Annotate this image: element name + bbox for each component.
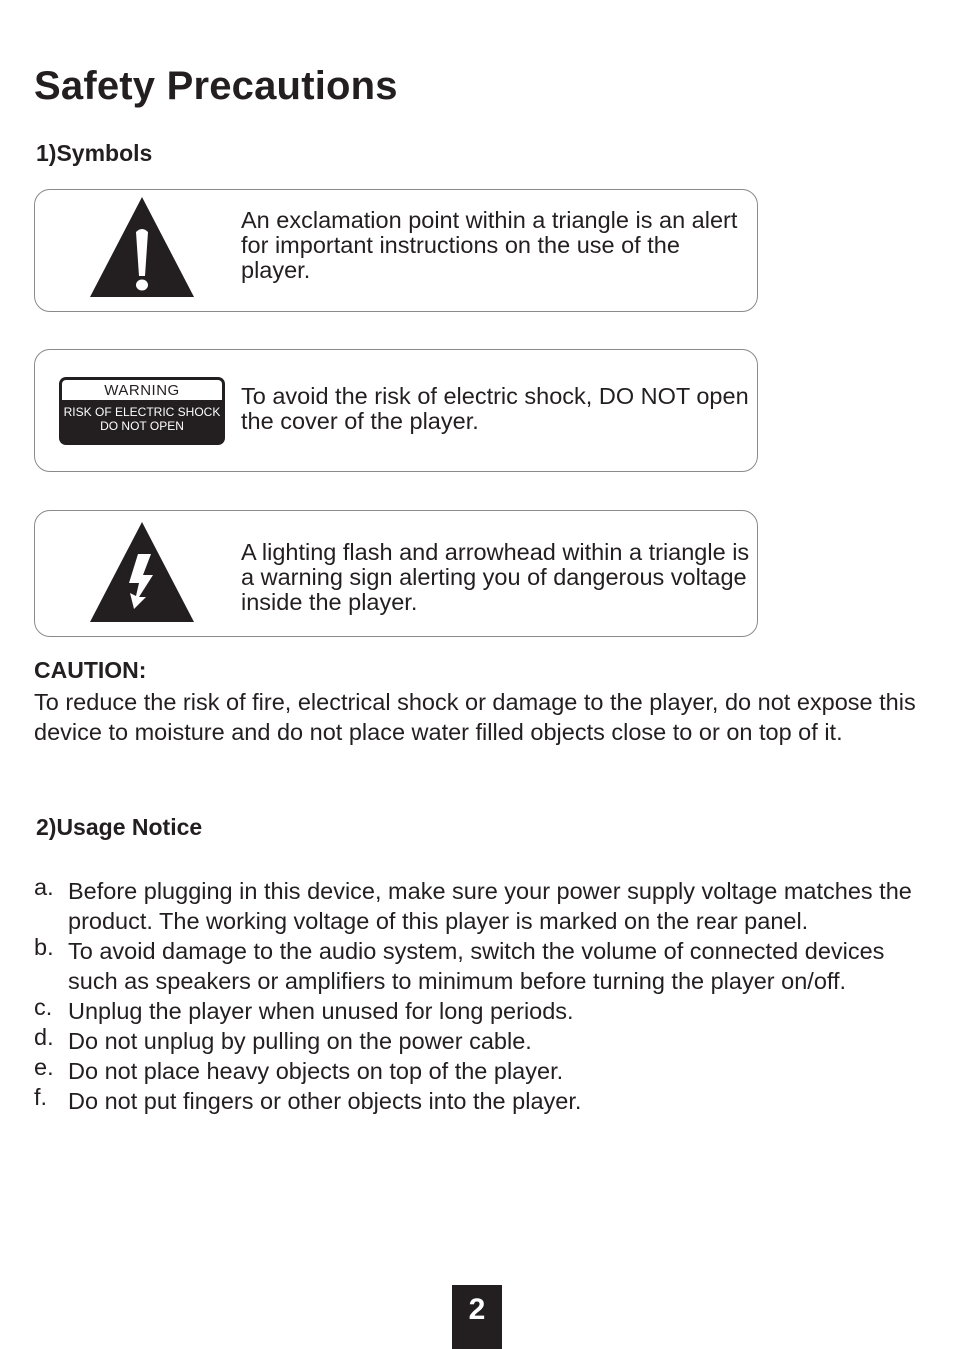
list-item-text: To avoid damage to the audio system, switch the volume of connected devices such as speakers or amplifiers to minimum before turning the player on/off.: [68, 938, 885, 994]
list-item: [34, 1056, 934, 1086]
exclamation-triangle-icon: [89, 196, 195, 298]
symbols-heading: 1)Symbols: [36, 140, 153, 166]
symbol-box-exclamation: [34, 189, 758, 312]
list-item-text: Do not put fingers or other objects into the player.: [68, 1088, 582, 1114]
list-item-text: Do not unplug by pulling on the power cable.: [68, 1028, 532, 1054]
list-item-letter: e.: [34, 1054, 54, 1080]
list-item-text: Before plugging in this device, make sure your power supply voltage matches the product. The working voltage of this player is marked on the rear panel.: [68, 878, 912, 934]
symbol-description: A lighting flash and arrowhead within a triangle is a warning sign alerting you of dangerous voltage inside the player.: [241, 539, 750, 615]
symbol-box-warning: [34, 349, 758, 472]
list-item: [34, 936, 934, 996]
list-item: [34, 1086, 934, 1116]
warning-label: [59, 377, 225, 445]
list-item: [34, 996, 934, 1026]
list-item-letter: c.: [34, 994, 53, 1020]
list-item-letter: d.: [34, 1024, 54, 1050]
caution-heading: CAUTION:: [34, 657, 147, 683]
warning-label-body: [59, 406, 225, 433]
list-item-text: Unplug the player when unused for long periods.: [68, 998, 574, 1024]
warning-label-title: WARNING: [62, 380, 222, 400]
warning-label-line: RISK OF ELECTRIC SHOCK: [63, 405, 221, 419]
symbol-description: An exclamation point within a triangle is an alert for important instructions on the use of the player.: [241, 207, 738, 283]
page-number: 2: [452, 1285, 502, 1349]
list-item-letter: f.: [34, 1084, 48, 1110]
list-item: [34, 1026, 934, 1056]
usage-notice-list: [34, 876, 934, 1116]
symbol-box-lightning: [34, 510, 758, 637]
symbol-description: To avoid the risk of electric shock, DO NOT open the cover of the player.: [241, 383, 749, 434]
warning-label-line: DO NOT OPEN: [100, 418, 184, 433]
page-title: Safety Precautions: [34, 64, 398, 108]
list-item-text: Do not place heavy objects on top of the player.: [68, 1058, 564, 1084]
list-item: [34, 876, 934, 936]
list-item-letter: b.: [34, 934, 54, 960]
caution-text: To reduce the risk of fire, electrical shock or damage to the player, do not expose this device to moisture and do not place water filled objects close to or on top of it.: [34, 689, 916, 745]
usage-heading: 2)Usage Notice: [36, 814, 203, 840]
lightning-triangle-icon: [89, 521, 195, 623]
list-item-letter: a.: [34, 874, 54, 900]
